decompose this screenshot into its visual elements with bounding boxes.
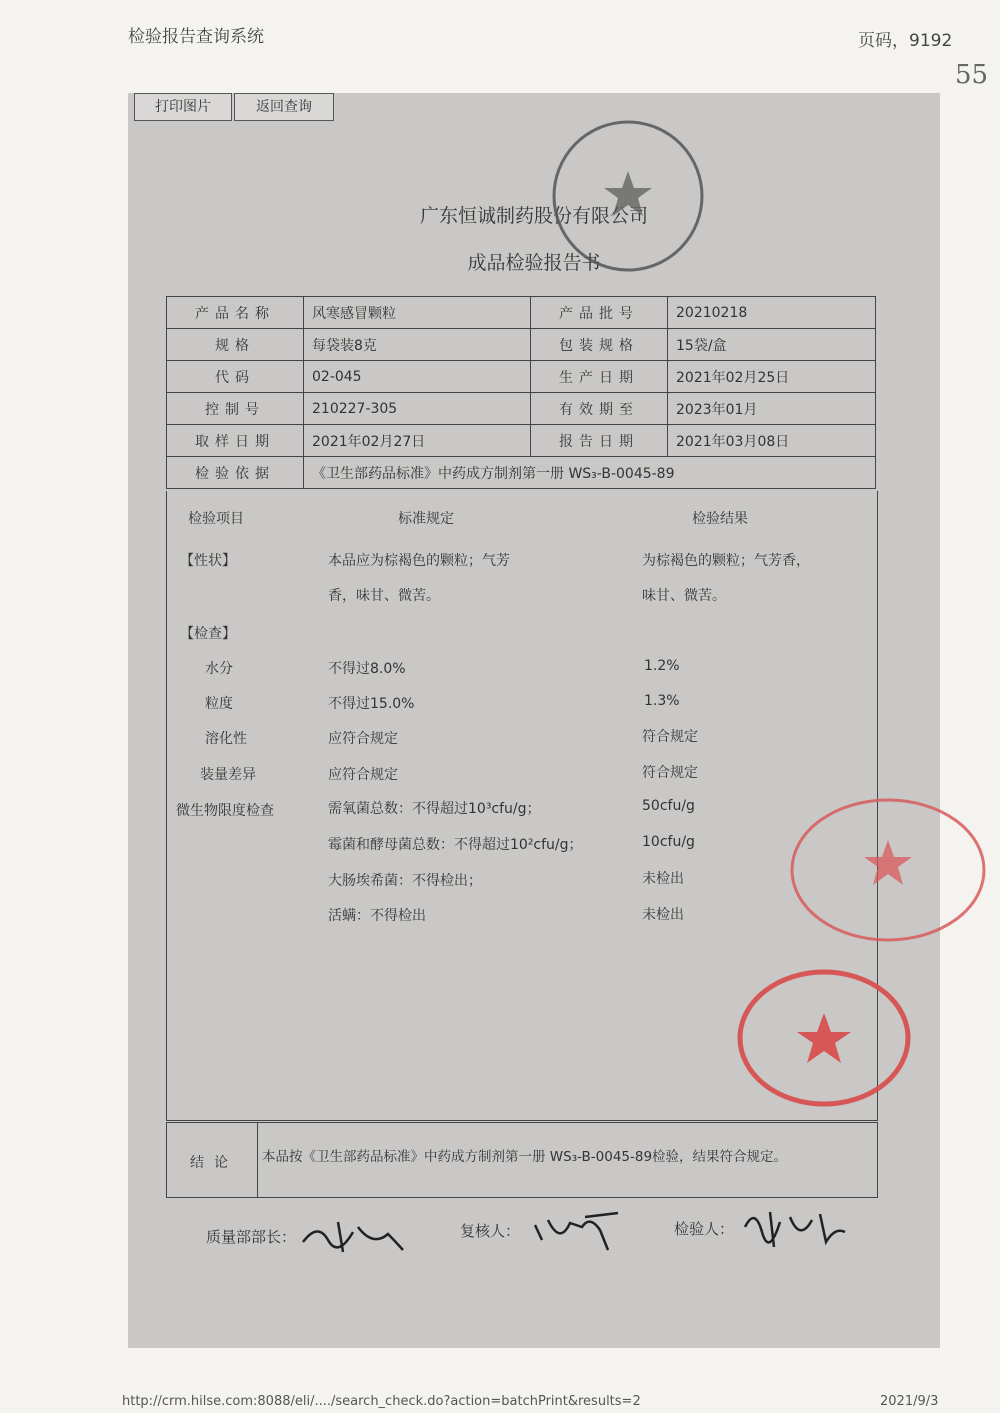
- page-number: 页码，9192: [858, 31, 953, 51]
- std-granularity: 不得过15.0%: [328, 696, 415, 712]
- table-row: [167, 425, 876, 457]
- table-row: [167, 393, 876, 425]
- company-name: 广东恒诚制药股份有限公司: [419, 205, 648, 227]
- appearance-standard-line2: 香，味甘、微苦。: [328, 588, 440, 604]
- item-moisture: 水分: [205, 661, 233, 677]
- std-aerobic-count: 需氧菌总数：不得超过10³cfu/g；: [328, 801, 541, 817]
- value-spec: 每袋装8克: [304, 329, 531, 361]
- table-row: [167, 297, 876, 329]
- appearance-result-line2: 味甘、微苦。: [642, 588, 726, 604]
- signature-quality-head: [298, 1212, 408, 1260]
- conclusion-divider: [257, 1123, 258, 1197]
- table-row: [167, 361, 876, 393]
- item-microbial-limit: 微生物限度检查: [176, 803, 274, 819]
- item-solubility: 溶化性: [205, 731, 247, 747]
- value-expiry: 2023年01月: [668, 393, 876, 425]
- col-header-item: 检验项目: [188, 511, 244, 527]
- table-row: [167, 457, 876, 489]
- value-control-number: 210227-305: [304, 393, 531, 425]
- print-image-button[interactable]: 打印图片: [134, 93, 232, 121]
- signature-inspector: [740, 1202, 850, 1252]
- section-label-inspection: 【检查】: [180, 626, 236, 642]
- conclusion-label: 结论: [190, 1155, 238, 1171]
- value-sampling-date: 2021年02月27日: [304, 425, 531, 457]
- quality-head-label: 质量部部长：: [206, 1228, 297, 1246]
- label-batch-number: 产品批号: [531, 297, 668, 329]
- label-expiry: 有效期至: [531, 393, 668, 425]
- label-product-name: 产品名称: [167, 297, 304, 329]
- res-ecoli: 未检出: [642, 871, 684, 887]
- value-package: 15袋/盒: [668, 329, 876, 361]
- feixi-pharma-quality-stamp: [788, 795, 988, 945]
- value-report-date: 2021年03月08日: [668, 425, 876, 457]
- label-sampling-date: 取样日期: [167, 425, 304, 457]
- res-weight-variation: 符合规定: [642, 765, 698, 781]
- table-row: [167, 329, 876, 361]
- label-production-date: 生产日期: [531, 361, 668, 393]
- signature-reviewer: [530, 1205, 620, 1255]
- system-title: 检验报告查询系统: [128, 27, 264, 47]
- inspector-label: 检验人：: [674, 1220, 735, 1238]
- std-ecoli: 大肠埃希菌：不得检出；: [328, 873, 482, 889]
- res-granularity: 1.3%: [644, 693, 680, 709]
- label-report-date: 报告日期: [531, 425, 668, 457]
- handwritten-page-mark: 55: [955, 60, 989, 90]
- label-package: 包装规格: [531, 329, 668, 361]
- appearance-result-line1: 为棕褐色的颗粒；气芳香，: [642, 553, 810, 569]
- res-aerobic-count: 50cfu/g: [642, 798, 695, 814]
- product-info-table: [166, 296, 876, 489]
- luan-pharma-quality-stamp: [736, 968, 912, 1108]
- footer-url: http://crm.hilse.com:8088/eli/..../search_check.do?action=batchPrint&results=2: [122, 1394, 641, 1409]
- col-header-result: 检验结果: [692, 511, 748, 527]
- std-mites: 活螨：不得检出: [328, 908, 426, 924]
- value-code: 02-045: [304, 361, 531, 393]
- appearance-standard-line1: 本品应为棕褐色的颗粒；气芳: [328, 553, 510, 569]
- conclusion-text: 本品按《卫生部药品标准》中药成方制剂第一册 WS₃-B-0045-89检验，结果符合规定。: [262, 1149, 788, 1165]
- std-moisture: 不得过8.0%: [328, 661, 406, 677]
- value-basis: 《卫生部药品标准》中药成方制剂第一册 WS₃-B-0045-89: [304, 457, 876, 489]
- item-granularity: 粒度: [205, 696, 233, 712]
- res-moisture: 1.2%: [644, 658, 680, 674]
- report-title: 成品检验报告书: [467, 252, 601, 274]
- value-production-date: 2021年02月25日: [668, 361, 876, 393]
- item-weight-variation: 装量差异: [200, 767, 256, 783]
- footer-date: 2021/9/3: [880, 1394, 939, 1409]
- reviewer-label: 复核人：: [460, 1222, 521, 1240]
- label-control-number: 控制号: [167, 393, 304, 425]
- res-yeast-mold: 10cfu/g: [642, 834, 695, 850]
- label-spec: 规格: [167, 329, 304, 361]
- section-label-appearance: 【性状】: [180, 553, 236, 569]
- value-product-name: 风寒感冒颗粒: [304, 297, 531, 329]
- std-solubility: 应符合规定: [328, 731, 398, 747]
- value-batch-number: 20210218: [668, 297, 876, 329]
- label-basis: 检验依据: [167, 457, 304, 489]
- col-header-standard: 标准规定: [398, 511, 454, 527]
- company-inspection-stamp: [548, 116, 708, 276]
- std-weight-variation: 应符合规定: [328, 767, 398, 783]
- label-code: 代码: [167, 361, 304, 393]
- back-to-query-button[interactable]: 返回查询: [234, 93, 334, 121]
- res-mites: 未检出: [642, 907, 684, 923]
- std-yeast-mold: 霉菌和酵母菌总数：不得超过10²cfu/g；: [328, 837, 583, 853]
- res-solubility: 符合规定: [642, 729, 698, 745]
